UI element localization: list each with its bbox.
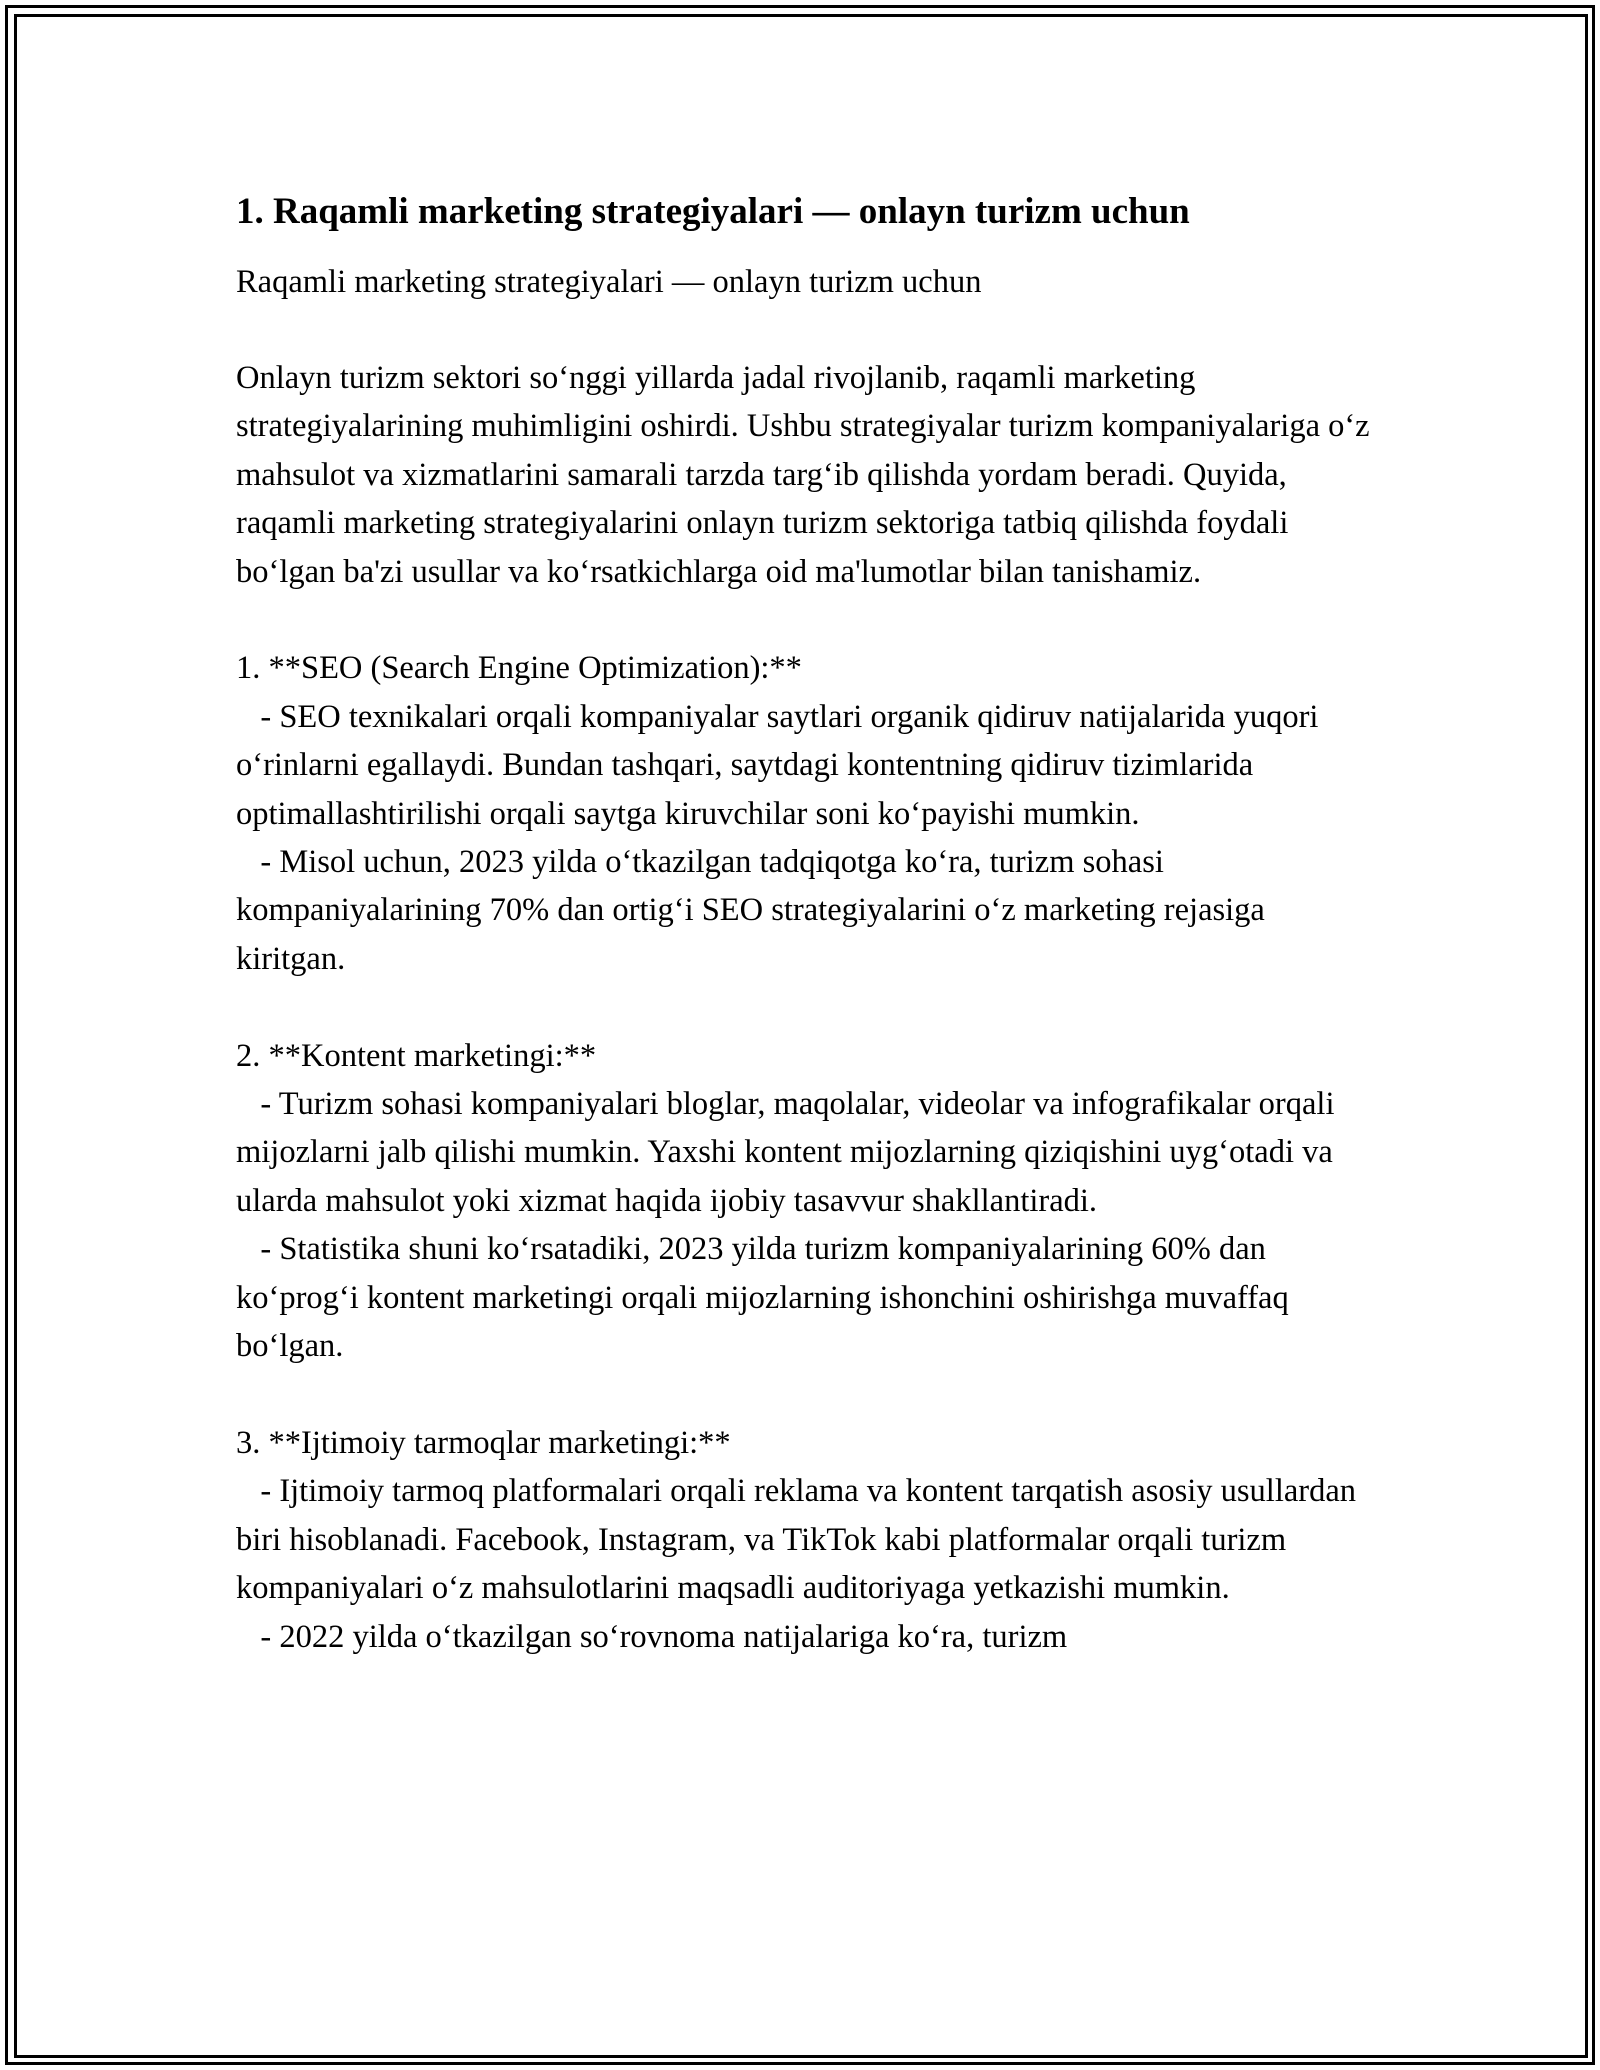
bullet-text: - Misol uchun, 2023 yilda o‘tkazilgan tadqiqotga ko‘ra, turizm sohasi kompaniyalarining 70% dan ortig‘i SEO strategiyalarini o‘z marketing rejasiga kiritgan. <box>236 844 1265 977</box>
bullet-text: - SEO texnikalari orqali kompaniyalar saytlari organik qidiruv natijalarida yuqori o‘rinlarni egallaydi. Bundan tashqari, saytdagi kontentning qidiruv tizimlarida optimallashtirilishi orqali saytga kiruvchilar soni ko‘payishi mumkin. <box>236 698 1319 832</box>
section-bullet <box>236 1467 1376 1612</box>
document-title: 1. Raqamli marketing strategiyalari — onlayn turizm uchun <box>236 191 1190 232</box>
section-bullet <box>236 838 1376 983</box>
section-bullet <box>236 1225 1376 1370</box>
section-seo <box>236 644 1376 983</box>
intro-paragraph: Onlayn turizm sektori so‘nggi yillarda jadal rivojlanib, raqamli marketing strategiyalarining muhimligini oshirdi. Ushbu strategiyalar turizm kompaniyalariga o‘z mahsulot va xizmatlarini samarali tarzda targ‘ib qilishda yordam beradi. Quyida, raqamli marketing strategiyalarini onlayn turizm sektoriga tatbiq qilishda foydali bo‘lgan ba'zi usullar va ko‘rsatkichlarga oid ma'lumotlar bilan tanishamiz. <box>236 360 1370 590</box>
document-subtitle: Raqamli marketing strategiyalari — onlayn turizm uchun <box>236 264 982 300</box>
section-social-media <box>236 1419 1376 1661</box>
section-heading: 3. **Ijtimoiy tarmoqlar marketingi:** <box>236 1424 731 1461</box>
section-bullet <box>236 1613 1376 1661</box>
section-heading: 1. **SEO (Search Engine Optimization):** <box>236 650 802 687</box>
section-bullet <box>236 693 1376 838</box>
section-bullet <box>236 1080 1376 1225</box>
section-heading: 2. **Kontent marketingi:** <box>236 1037 597 1074</box>
document-page <box>236 186 1376 1661</box>
bullet-text: - 2022 yilda o‘tkazilgan so‘rovnoma natijalariga ko‘ra, turizm <box>260 1618 1068 1655</box>
spacer <box>236 983 1376 1031</box>
bullet-text: - Turizm sohasi kompaniyalari bloglar, maqolalar, videolar va infografikalar orqali mijozlarni jalb qilishi mumkin. Yaxshi kontent mijozlarning qiziqishini uyg‘otadi va ularda mahsulot yoki xizmat haqida ijobiy tasavvur shakllantiradi. <box>236 1086 1335 1219</box>
section-content-marketing <box>236 1032 1376 1371</box>
bullet-text: - Ijtimoiy tarmoq platformalari orqali reklama va kontent tarqatish asosiy usullardan biri hisoblanadi. Facebook, Instagram, va TikTok kabi platformalar orqali turizm kompaniyalari o‘z mahsulotlarini maqsadli auditoriyaga yetkazishi mumkin. <box>236 1473 1357 1607</box>
spacer <box>236 596 1376 644</box>
bullet-text: - Statistika shuni ko‘rsatadiki, 2023 yilda turizm kompaniyalarining 60% dan ko‘prog‘i kontent marketingi orqali mijozlarning ishonchini oshirishga muvaffaq bo‘lgan. <box>236 1231 1289 1365</box>
spacer <box>236 1371 1376 1419</box>
